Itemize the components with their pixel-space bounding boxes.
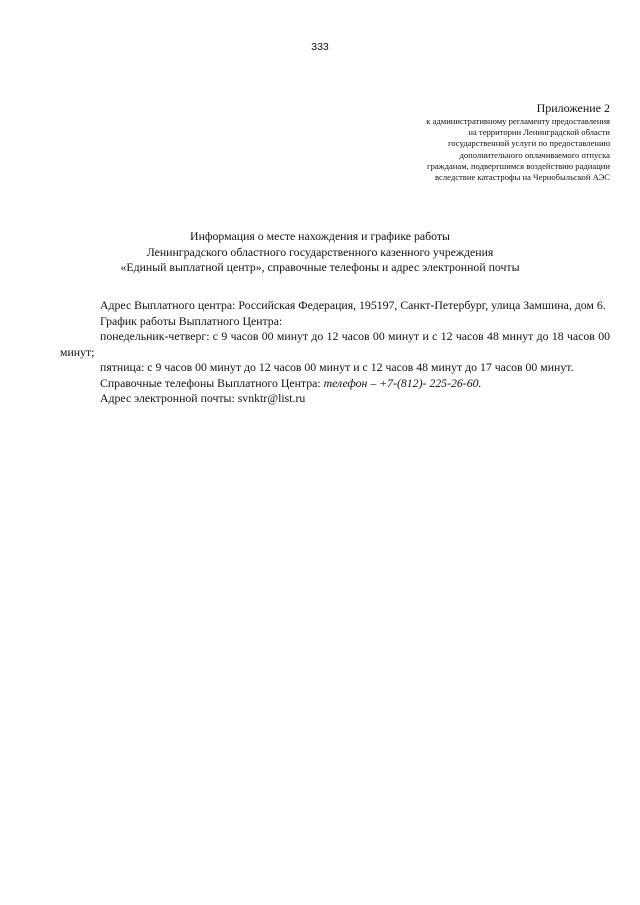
document-heading [0,229,640,276]
appendix-line: к административному регламенту предоставления [426,116,610,126]
appendix-title: Приложение 2 [536,101,610,115]
page-number: 333 [311,41,329,53]
appendix-line: вследствие катастрофы на Чернобыльской АЭС [435,172,610,183]
phone-label: Справочные телефоны Выплатного Центра: [100,375,324,390]
heading-line-1: Информация о месте нахождения и графике работы [190,229,450,243]
heading-line-2: Ленинградского областного государственного казенного учреждения [146,244,494,259]
appendix-block [310,101,610,183]
schedule-label: График работы Выплатного Центра: [100,313,283,328]
schedule-mon-thu: понедельник-четверг: с 9 часов 00 минут до 12 часов 00 минут и с 12 часов 48 минут до 18 часов 00 минут; [60,329,610,359]
address-paragraph: Адрес Выплатного центра: Российская Федерация, 195197, Санкт-Петербург, улица Замшина, дом 6. [100,298,606,312]
phone-value: телефон – +7-(812)- 225-26-60. [323,375,482,390]
schedule-fri: пятница: с 9 часов 00 минут до 12 часов 00 минут и с 12 часов 48 минут до 17 часов 00 минут. [100,360,574,374]
appendix-line: гражданам, подвергшимся воздействию радиации [427,160,610,171]
appendix-line: дополнительного оплачиваемого отпуска [459,149,610,160]
email-paragraph: Адрес электронной почты: svnktr@list.ru [100,391,306,405]
heading-line-3: «Единый выплатной центр», справочные телефоны и адрес электронной почты [120,260,520,274]
appendix-line: на территории Ленинградской области [468,127,610,138]
document-body [60,298,610,407]
phone-paragraph [60,376,610,392]
appendix-line: государственной услуги по предоставлению [447,138,610,149]
